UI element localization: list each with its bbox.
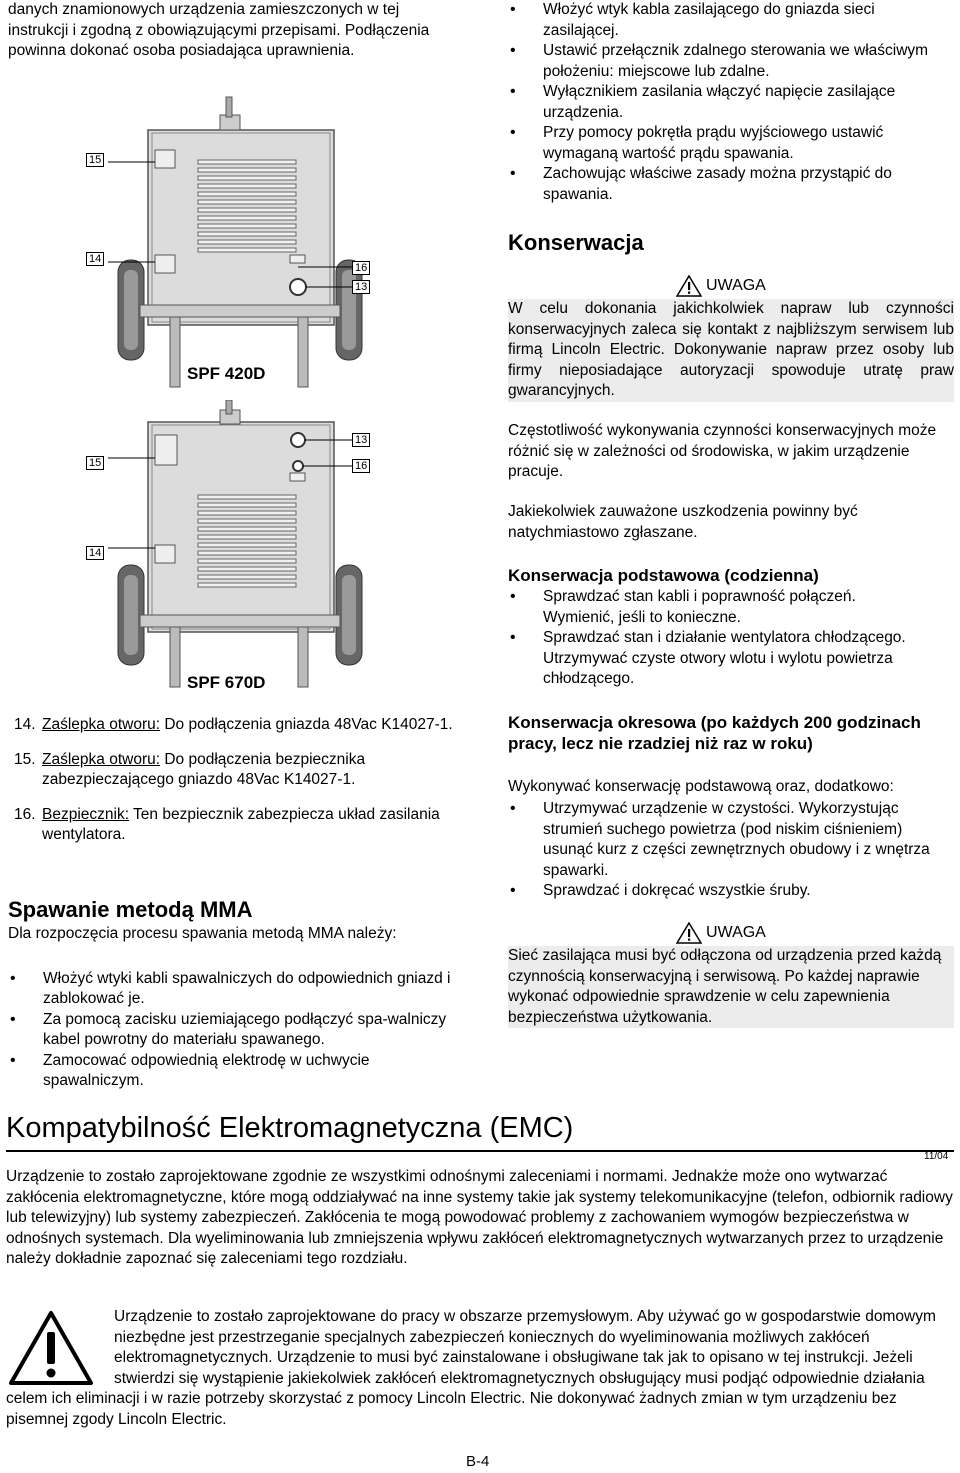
mma-steps — [8, 969, 468, 1092]
callout-13: 13 — [352, 433, 370, 447]
list-item: • Za pomocą zacisku uziemiającego podłączyć spa-walniczy kabel powrotny do materiału spawanego. — [8, 1010, 468, 1051]
revision-date: 11/04 — [924, 1151, 949, 1162]
daily-list — [508, 587, 928, 690]
spf-420d-diagram — [80, 95, 380, 395]
warning-label: UWAGA — [706, 276, 766, 294]
daily-title: Konserwacja podstawowa (codzienna) — [508, 566, 819, 585]
list-item: • Sprawdzać i dokręcać wszystkie śruby. — [508, 881, 954, 902]
callout-14: 14 — [86, 252, 104, 266]
emc-warning-text: Urządzenie to zostało zaprojektowane do pracy w obszarze przemysłowym. Aby używać go w gospodarstwie domowym niezbędne jest przestrzeganie specjalnych zabezpieczeń koniecznych do wyeliminowania możliwych zakłóceń elektromagnetycznych. Urządzenie to musi być zainstalowane i obsługiwane tak jak to opisano w tej instrukcji. Jeżeli stwierdzi się wystąpienie jakiekolwiek zakłóceń elektromagnetycznych obsługujący musi podjąć odpowiednie działania celem ich eliminacji i w razie potrzeby skorzystać z pomocy Lincoln Electric. Nie dokonywać żadnych zmian w tym urządzeniu bez pisemnej zgody Lincoln Electric. — [6, 1308, 936, 1428]
warning-text: Sieć zasilająca musi być odłączona od urządzenia przed każdą czynnością konserwacyjną i serwisową. Po każdej naprawie wykonać odpowiednie sprawdzenie w celu zapewnienia bezpieczeństwa użytkowania. — [508, 946, 954, 1028]
list-item: • Ustawić przełącznik zdalnego sterowania we właściwym położeniu: miejscowe lub zdalne. — [508, 41, 953, 82]
warning-text: W celu dokonania jakichkolwiek napraw lub czynności konserwacyjnych zaleca się kontakt z najbliższym serwisem lub firmą Lincoln Electric. Dokonywanie napraw przez osoby lub firmy nieposiadające autoryzacji spowoduje utratę praw gwarancyjnych. — [508, 299, 954, 402]
mma-intro: Dla rozpoczęcia procesu spawania metodą MMA należy: — [8, 925, 397, 942]
emc-title: Kompatybilność Elektromagnetyczna (EMC) — [6, 1112, 574, 1144]
emc-paragraph: Urządzenie to zostało zaprojektowane zgodnie ze wszystkimi odnośnymi zaleceniami i normami. Jednakże może ono wytwarzać zakłócenia elektromagnetyczne, które mogą oddziaływać na inne systemy takie jak systemy telekomunikacyjne (telefon, odbiornik radiowy lub telewizyjny) lub systemy zabezpieczeń. Zakłócenia te mogą powodować problemy z zachowaniem wymogów bezpieczeństwa w odnośnych systemach. Dla wyeliminowania lub zmniejszenia wpływu zakłóceń elektromagnetycznych wytwarzanych przez to urządzenie należy dokładnie zapoznać się zaleceniami tego rozdziału. — [6, 1168, 953, 1267]
callout-15: 15 — [86, 153, 104, 167]
section-rule — [6, 1150, 954, 1152]
figure-label-spf-420d: SPF 420D — [187, 364, 266, 383]
list-item: • Zamocować odpowiednią elektrodę w uchwycie spawalniczym. — [8, 1051, 468, 1092]
list-item: • Przy pomocy pokrętła prądu wyjściowego ustawić wymaganą wartość prądu spawania. — [508, 123, 953, 164]
periodic-title: Konserwacja okresowa (po każdych 200 godzinach pracy, lecz nie rzadziej niż raz w roku) — [508, 713, 921, 753]
list-item: • Sprawdzać stan kabli i poprawność połączeń. Wymienić, jeśli to konieczne. — [508, 587, 928, 628]
emc-warning — [6, 1307, 954, 1430]
list-item: • Sprawdzać stan i działanie wentylatora chłodzącego. Utrzymywać czyste otwory wlotu i wylotu powietrza chłodzącego. — [508, 628, 928, 690]
callout-13: 13 — [352, 280, 370, 294]
component-list — [8, 715, 468, 846]
list-item: 16. Bezpiecznik: Ten bezpiecznik zabezpiecza układ zasilania wentylatora. — [14, 805, 440, 843]
figure-label-spf-670d: SPF 670D — [187, 673, 266, 692]
mma-section — [8, 897, 468, 1092]
maintenance-frequency-text: Częstotliwość wykonywania czynności konserwacyjnych może różnić się w zależności od środowiska, w jakim urządzenie pracuje. — [508, 422, 937, 480]
warning-header — [676, 922, 766, 944]
callout-16: 16 — [352, 459, 370, 473]
callout-16: 16 — [352, 261, 370, 275]
list-item: • Włożyć wtyki kabli spawalniczych do odpowiednich gniazd i zablokować je. — [8, 969, 468, 1010]
setup-steps — [508, 0, 953, 205]
page-number: B-4 — [466, 1453, 490, 1470]
callout-14: 14 — [86, 546, 104, 560]
periodic-intro: Wykonywać konserwację podstawową oraz, dodatkowo: — [508, 778, 894, 795]
warning-header — [676, 275, 766, 297]
list-item: 15. Zaślepka otworu: Do podłączenia bezpiecznika zabezpieczającego gniazdo 48Vac K14027-1. — [14, 750, 366, 788]
intro-paragraph: danych znamionowych urządzenia zamieszczonych w tej instrukcji i zgodną z obowiązującymi przepisami. Podłączenia powinna dokonać osoba posiadająca uprawnienia. — [8, 1, 430, 59]
callout-15: 15 — [86, 456, 104, 470]
mma-title: Spawanie metodą MMA — [8, 897, 253, 922]
spf-670d-diagram — [80, 400, 380, 700]
warning-icon — [676, 275, 702, 297]
list-item: • Zachowując właściwe zasady można przystąpić do spawania. — [508, 164, 953, 205]
warning-icon — [676, 922, 702, 944]
list-item: • Utrzymywać urządzenie w czystości. Wykorzystując strumień suchego powietrza (pod niskim ciśnieniem) usunąć kurz z części zewnętrznych obudowy i z wnętrza spawarki. — [508, 799, 954, 881]
list-item: 14. Zaślepka otworu: Do podłączenia gniazda 48Vac K14027-1. — [14, 716, 453, 733]
list-item: • Włożyć wtyk kabla zasilającego do gniazda sieci zasilającej. — [508, 0, 953, 41]
list-item: • Wyłącznikiem zasilania włączyć napięcie zasilające urządzenia. — [508, 82, 953, 123]
warning-label: UWAGA — [706, 923, 766, 941]
konserwacja-title: Konserwacja — [508, 230, 644, 255]
damage-report-text: Jakiekolwiek zauważone uszkodzenia powinny być natychmiastowo zgłaszane. — [508, 503, 858, 541]
periodic-list — [508, 799, 954, 902]
